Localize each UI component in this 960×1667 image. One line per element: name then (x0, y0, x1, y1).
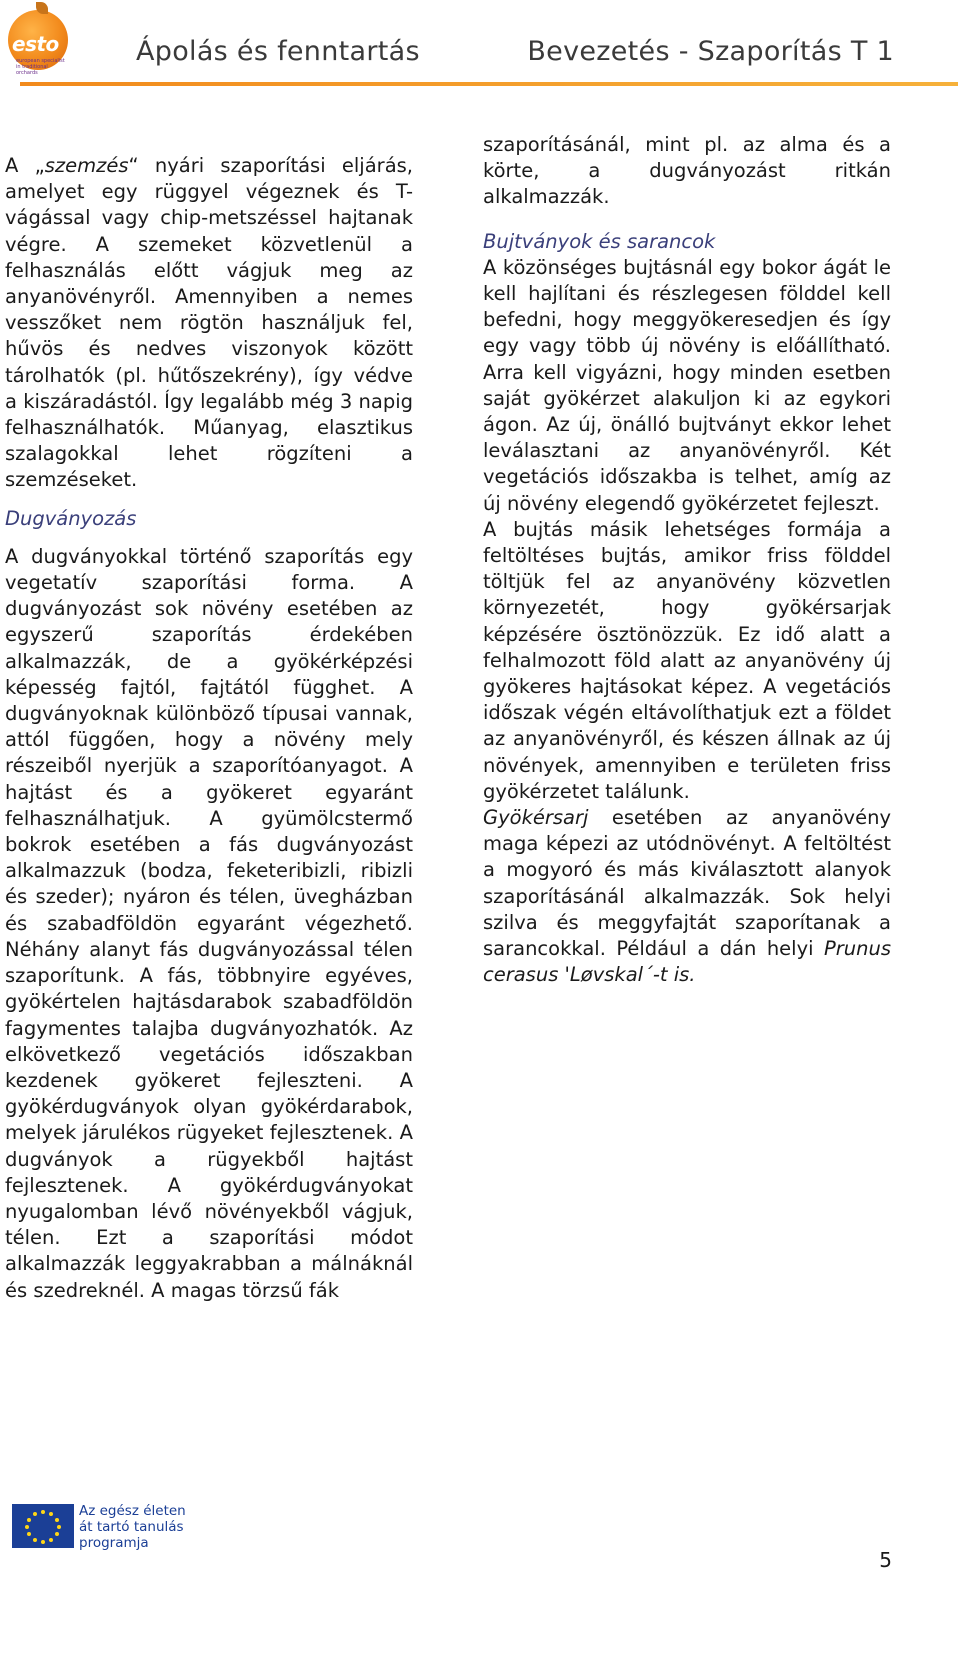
program-label (79, 1503, 186, 1551)
page-header (0, 0, 960, 95)
text-fragment: “ nyári szaporítási eljárás, amelyet egy rüggyel végeznek és T-vágással vagy chip-metszéssel hajtanak végre. A szemeket közvetlenül a felhasználás előtt vágjuk meg az anyanövényről. Amennyiben a nemes vesszőket nem rögtön használjuk fel, hűvös és nedves viszonyok között tárolhatók (pl. hűtőszekrény), így védve a kiszáradástól. Így legalább még 3 napig felhasználhatók. Műanyag, elasztikus szalagokkal lehet rögzíteni a szemzéseket. (5, 154, 413, 492)
logo-text: esto (12, 32, 59, 56)
heading-dugvanyozas: Dugványozás (5, 506, 137, 530)
header-divider (20, 82, 958, 86)
program-label-line: programja (79, 1535, 149, 1551)
eu-flag-icon (12, 1504, 74, 1548)
text-fragment: A „ (5, 154, 45, 177)
species-name: Prunus cerasus 'Løvskal´-t is. (483, 937, 891, 987)
leaf-icon (36, 2, 48, 14)
right-column (483, 132, 891, 989)
paragraph-gyokersarj (483, 805, 891, 988)
paragraph-dugvanyozas: A dugványokkal történő szaporítás egy vegetatív szaporítási forma. A dugványozást sok növény esetében az egyszerű szaporítás érdekében alkalmazzák, de a gyökérképzési képesség fajtól, fajtától függhet. A dugványoknak különböző típusai vannak, attól függően, hogy a növény mely részeiből nyerjük a szaporítóanyagot. A hajtást és a gyökeret egyaránt felhasználhatjuk. A gyümölcstermő bokrok esetében a fás dugványozást alkalmazzuk (bodza, feketeribizli, ribizli és szeder); nyáron és télen, üvegházban és szabadföldön egyaránt végezhető. Néhány alanyt fás dugványozással télen szaporítunk. A fás, többnyire egyéves, gyökértelen hajtásdarabok szabadföldön fagymentes talajba dugványozhatók. Az elkövetkező vegetációs időszakban kezdenek gyökeret fejleszteni. A gyökérdugványok olyan gyökérdarabok, melyek járulékos rügyeket fejlesztenek. A dugványok a rügyekből hajtást fejlesztenek. A gyökérdugványokat nyugalomban lévő növényekből vágjuk, télen. Ezt a szaporítási módot alkalmazzák leggyakrabban a málnáknál és szedreknél. A magas törzsű fák (5, 544, 413, 1302)
paragraph-bujtas: A közönséges bujtásnál egy bokor ágát le kell hajlítani és részlegesen földdel kell befedni, hogy meggyökeresedjen és így egy vagy több új növény is előállítható. Arra kell vigyázni, hogy minden esetben saját gyökérzet alakuljon ki az egykori ágon. Az új, önálló bujtványt ekkor lehet leválasztani az anyanövényről. Két vegetációs időszakba is telhet, amíg az új növény elegendő gyökérzetet fejleszt. (483, 255, 891, 515)
program-label-line: Az egész életen (79, 1503, 186, 1519)
program-label-line: át tartó tanulás (79, 1519, 184, 1535)
left-column (5, 153, 413, 1304)
text-fragment: esetében az anyanövény maga képezi az utódnövényt. A feltöltést a mogyoró és más kiválasztott alanyok szaporításánál alkalmazzák. Sok helyi szilva és meggyfajtát szaporítanak a sarancokkal. Például a dán helyi (483, 806, 891, 961)
heading-bujtvanyok: Bujtványok és sarancok (483, 229, 716, 253)
paragraph-continuation: szaporításánál, mint pl. az alma és a körte, a dugványozást ritkán alkalmazzák. (483, 133, 891, 209)
header-chapter-title: Bevezetés - Szaporítás T 1 (527, 36, 894, 67)
term-gyokersarj: Gyökérsarj (483, 806, 589, 830)
logo-tagline: european specialist in traditional orchards (16, 58, 65, 76)
esto-logo (6, 2, 72, 76)
paragraph-szemzes (5, 153, 413, 494)
term-szemzes: szemzés (44, 154, 129, 177)
page-number: 5 (879, 1548, 892, 1572)
header-section-title: Ápolás és fenntartás (136, 36, 420, 67)
paragraph-feltolteses-bujtas: A bujtás másik lehetséges formája a feltöltéses bujtás, amikor friss földdel töltjük fel az anyanövény közvetlen környezetét, hogy gyökérsarjak képzésére ösztönözzük. Ez idő alatt a felhalmozott föld alatt az anyanövény új gyökeres hajtásokat képez. A vegetációs időszak végén eltávolíthatjuk ezt a földet az anyanövényről, és készen állnak az új növények, amennyiben e területen friss gyökérzetet találunk. (483, 517, 891, 803)
